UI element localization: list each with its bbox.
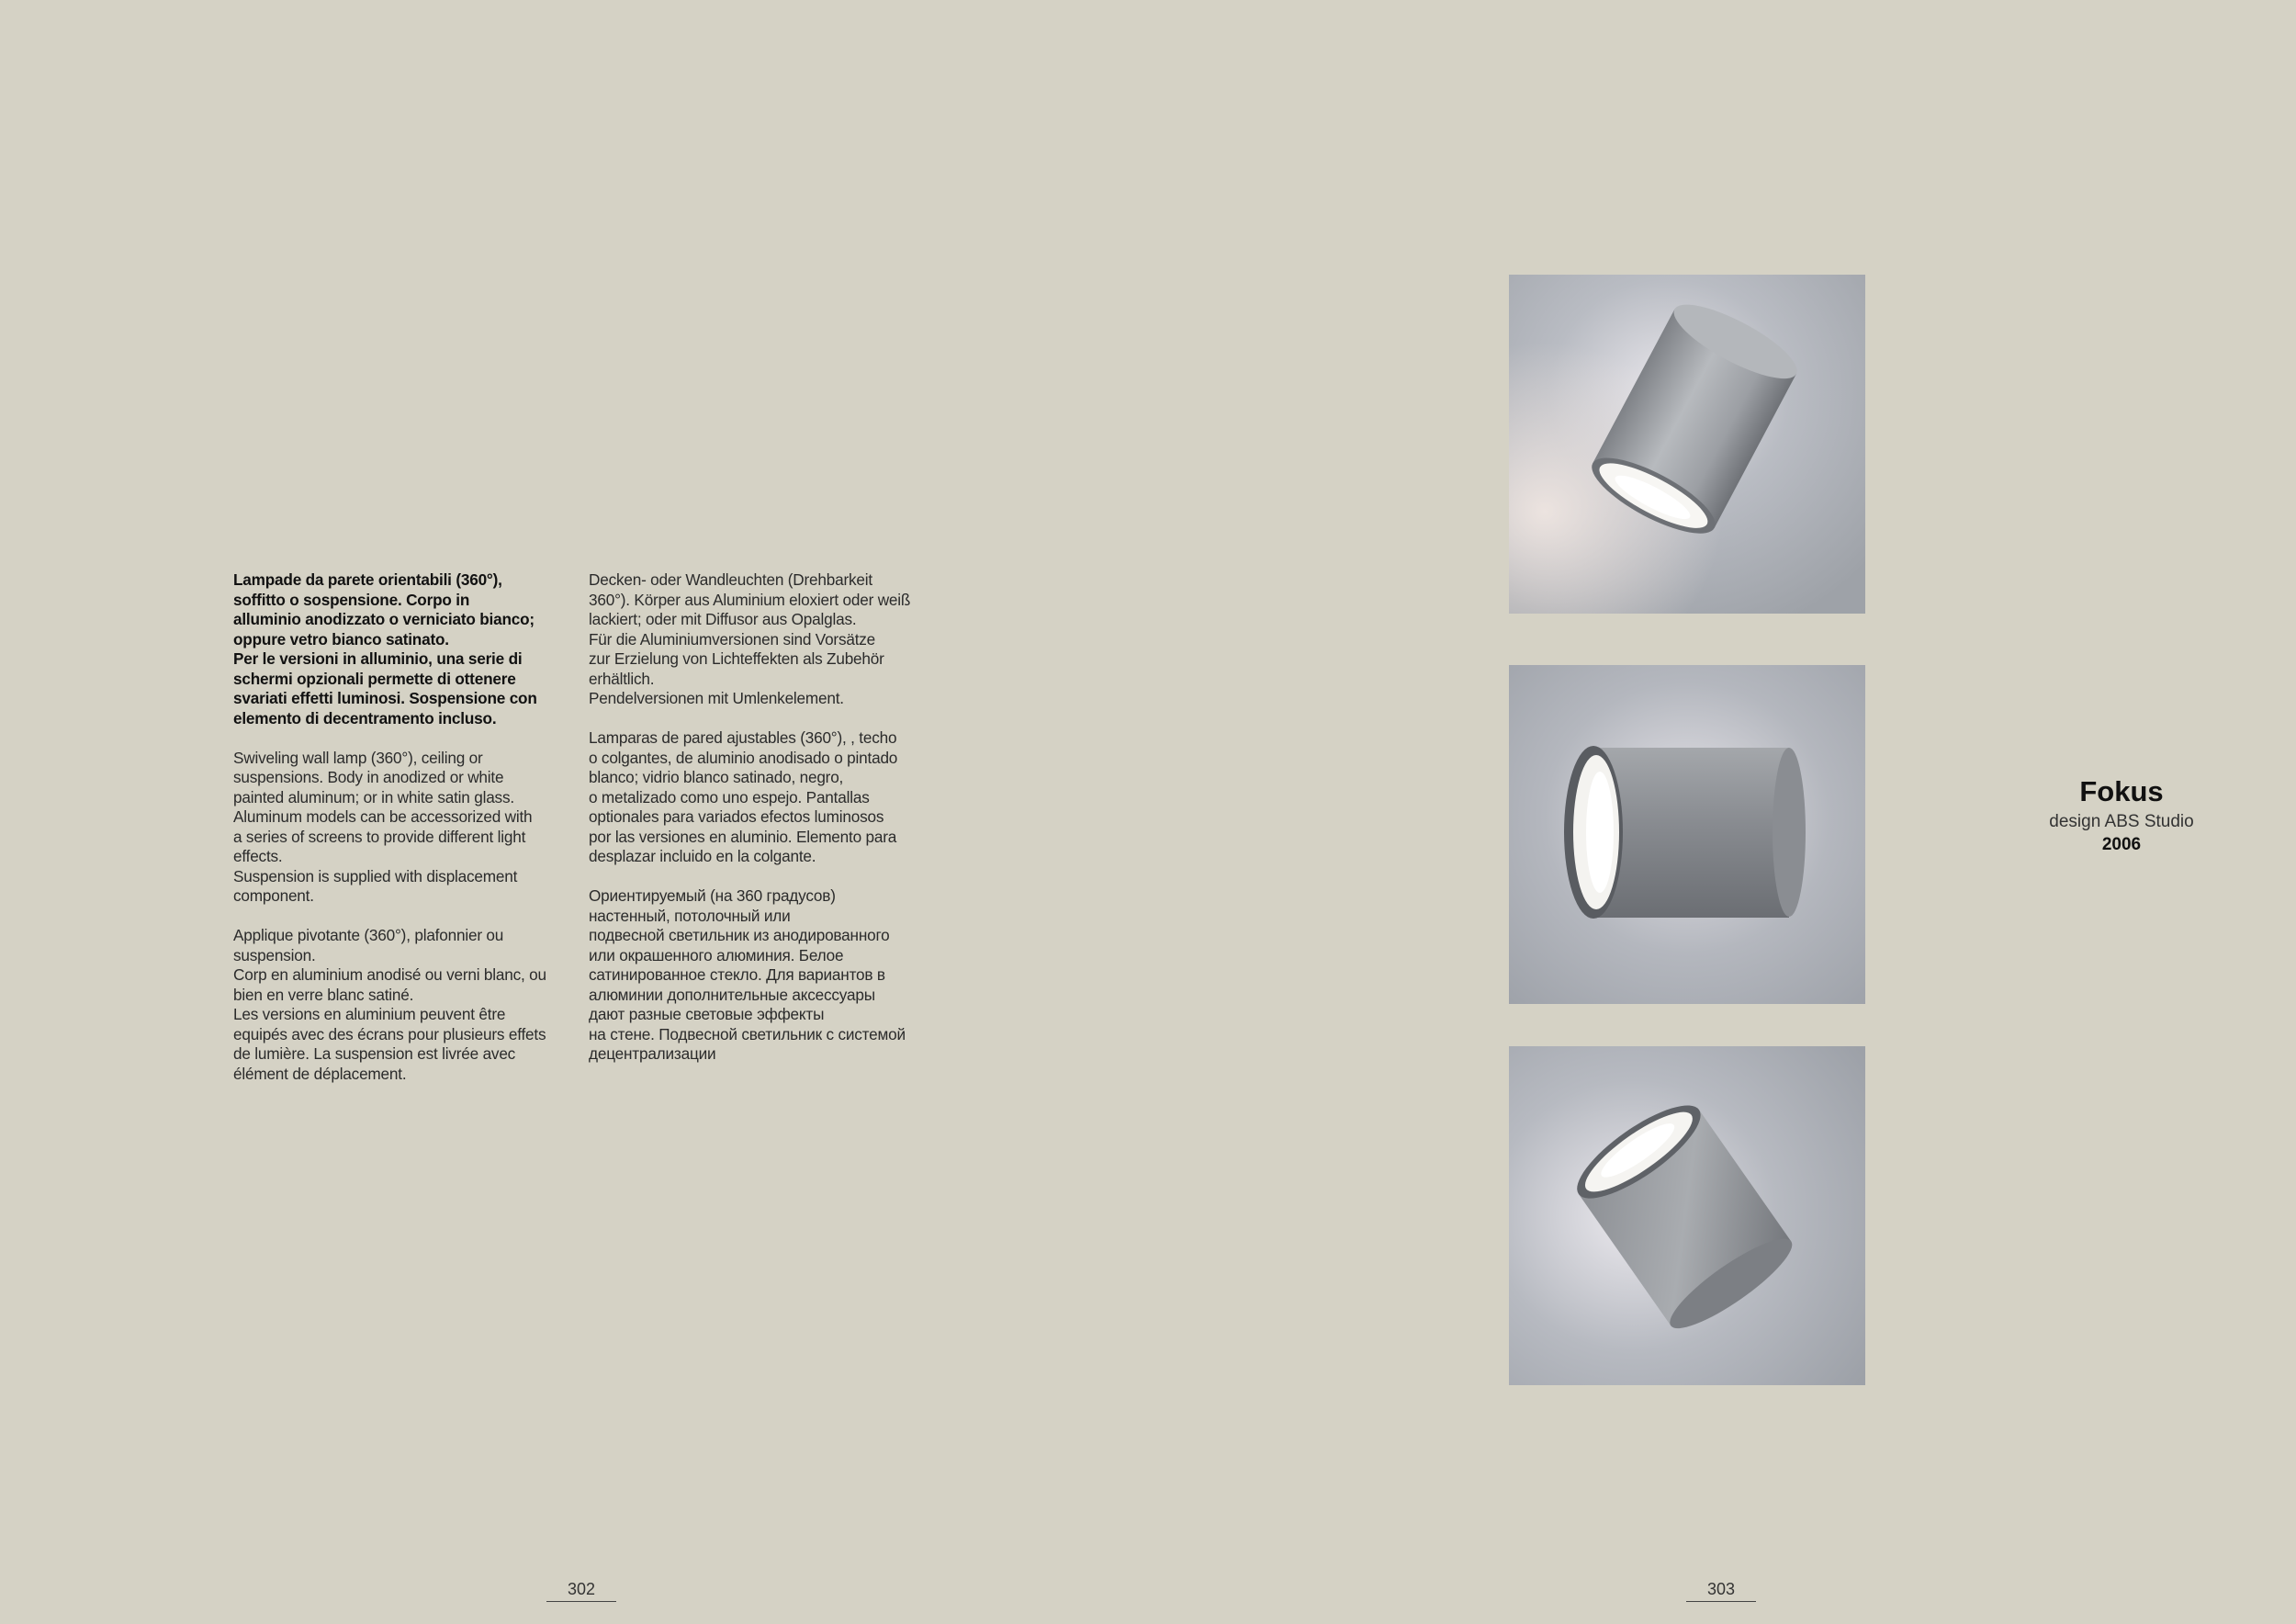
page-number-left: 302	[546, 1580, 616, 1602]
text-column-right	[589, 570, 930, 1084]
lamp-photo-1	[1509, 275, 1865, 614]
product-designer: design ABS Studio	[2049, 812, 2194, 831]
description-french: Applique pivotante (360°), plafonnier ou suspension. Corp en aluminium anodisé ou verni blanc, ou bien en verre blanc satiné. Les versions en aluminium peuvent être equipés avec des écrans pour plusieurs effets de lumière. La suspension est livrée avec élément de déplacement.	[233, 926, 546, 1083]
text-column-left	[233, 570, 575, 1104]
description-italian: Lampade da parete orientabili (360°), soffitto o sospensione. Corpo in alluminio anodizzato o verniciato bianco; oppure vetro bianco satinato. Per le versioni in alluminio, una serie di schermi opzionali permette di ottenere svariati effetti luminosi. Sospensione con elemento di decentramento incluso.	[233, 570, 537, 727]
product-title-block	[2030, 773, 2213, 856]
page-number-right: 303	[1686, 1580, 1756, 1602]
product-name: Fokus	[2079, 775, 2164, 807]
description-german: Decken- oder Wandleuchten (Drehbarkeit 360°). Körper aus Aluminium eloxiert oder weiß lackiert; oder mit Diffusor aus Opalglas. Für die Aluminiumversionen sind Vorsätze zur Erzielung von Lichteffekten als Zubehör erhältlich. Pendelversionen mit Umlenkelement.	[589, 570, 911, 707]
description-russian: Ориентируемый (на 360 градусов) настенный, потолочный или подвесной светильник из анодированного или окрашенного алюминия. Белое сатинированное стекло. Для вариантов в алюминии дополнительные аксессуары дают разные световые эффекты на стене. Подвесной светильник с системой децентрализации	[589, 886, 906, 1063]
description-english: Swiveling wall lamp (360°), ceiling or suspensions. Body in anodized or white painted aluminum; or in white satin glass. Aluminum models can be accessorized with a series of screens to provide different light effects. Suspension is supplied with displacement component.	[233, 748, 533, 905]
product-year: 2006	[2101, 835, 2142, 854]
lamp-photo-3	[1509, 1046, 1865, 1385]
lamp-photo-2	[1509, 665, 1865, 1004]
description-spanish: Lamparas de pared ajustables (360°), , techo o colgantes, de aluminio anodisado o pintado blanco; vidrio blanco satinado, negro, o metalizado como uno espejo. Pantallas optionales para variados efectos luminosos por las versiones en aluminio. Elemento para desplazar incluido en la colgante.	[589, 728, 898, 865]
